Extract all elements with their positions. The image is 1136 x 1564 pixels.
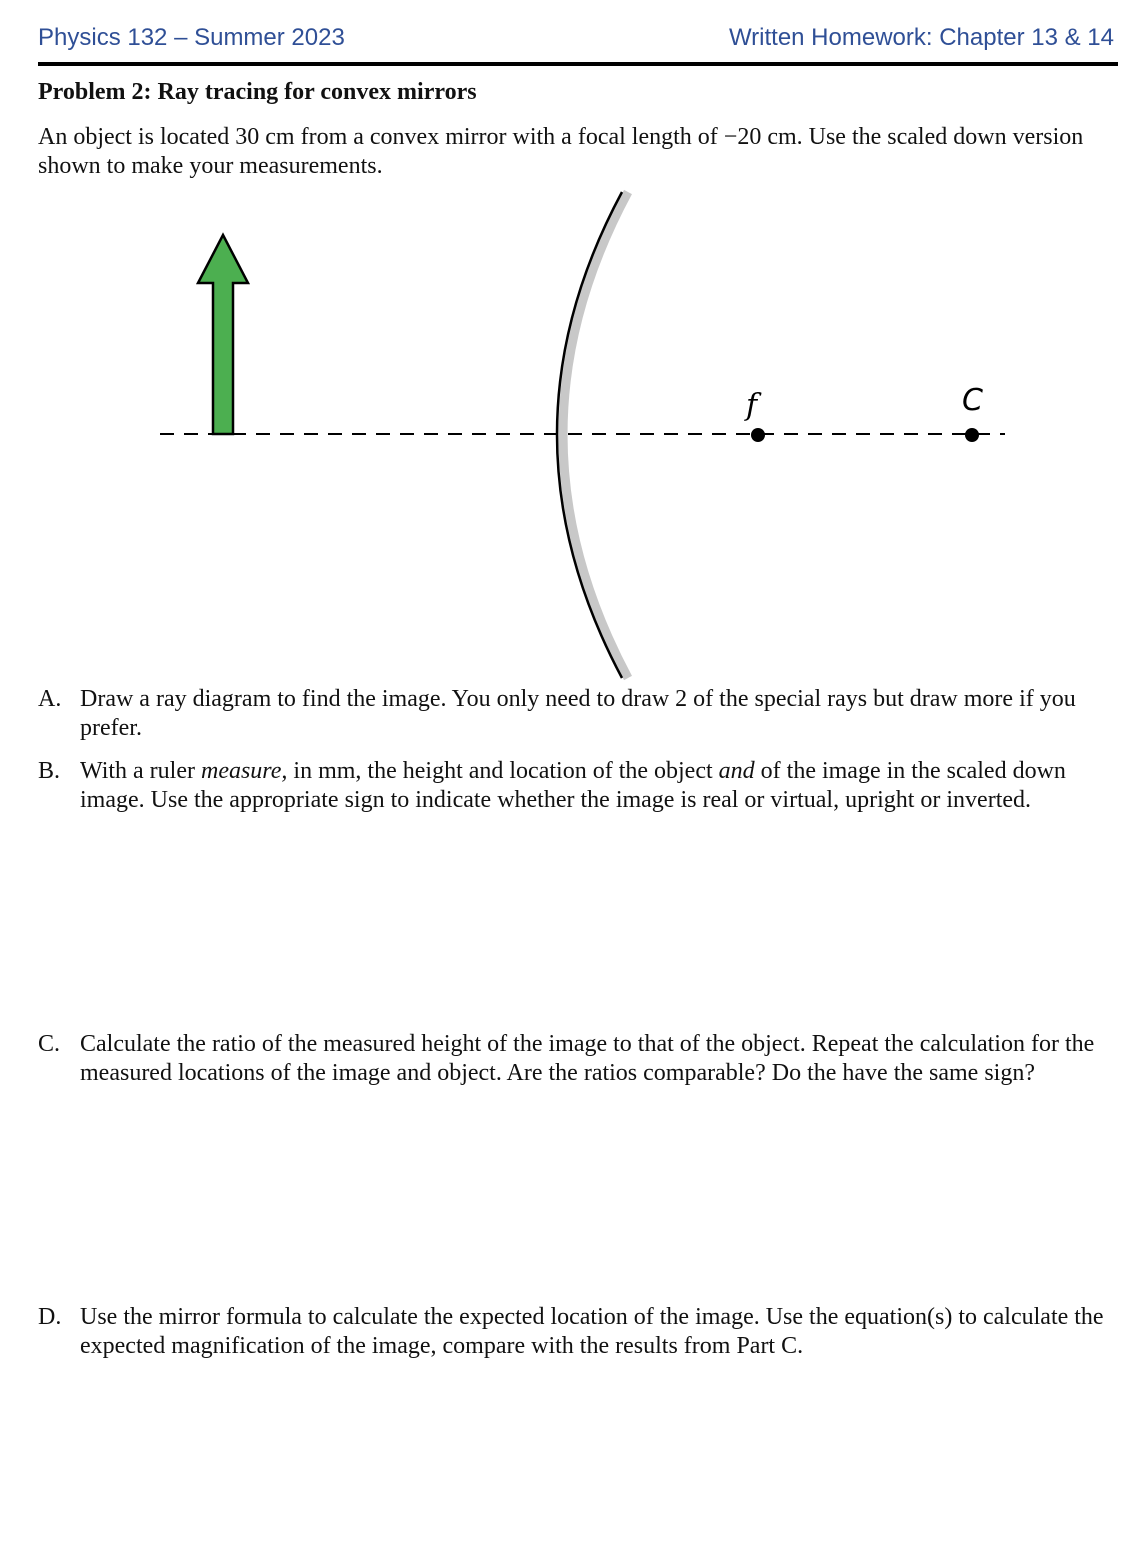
question-c [38,1030,1118,1088]
text-run: of the image in the scaled down image. Use the appropriate sign to indicate whether the image is real or virtual, upright or inverted. [80,758,1066,813]
course-title: Physics 132 – Summer 2023 [38,24,345,51]
emphasis-measure: measure, [200,758,288,784]
question-a [38,685,1118,743]
center-label: C [962,383,983,418]
ray-diagram [0,180,1136,690]
question-letter: A. [38,686,62,712]
page-header [38,22,1118,66]
assignment-title: Written Homework: Chapter 13 & 14 [728,24,1114,51]
focal-point [751,428,765,442]
text-run: With a ruler [80,758,201,784]
question-text: Draw a ray diagram to find the image. You only need to draw 2 of the special rays but draw more if you prefer. [80,686,1076,741]
question-b [38,757,1118,815]
problem-title: Problem 2: Ray tracing for convex mirrors [38,79,477,105]
center-of-curvature-point [965,428,979,442]
text-run: in mm, the height and location of the object [287,758,719,784]
problem-intro: An object is located 30 cm from a convex mirror with a focal length of −20 cm. Use the scaled down version shown to make your measurements. [38,124,1084,179]
question-letter: C. [38,1031,61,1057]
question-letter: D. [38,1304,62,1330]
question-d [38,1303,1118,1361]
question-text: Use the mirror formula to calculate the expected location of the image. Use the equation(s) to calculate the expected magnification of the image, compare with the results from Part C. [80,1304,1104,1359]
object-arrow [198,235,248,434]
question-letter: B. [38,758,61,784]
emphasis-and: and [718,758,755,784]
focal-label: f [746,388,758,423]
question-text: Calculate the ratio of the measured height of the image to that of the object. Repeat the calculation for the measured locations of the image and object. Are the ratios comparable? Do the have the same sign? [80,1031,1095,1086]
question-text [80,757,1118,815]
